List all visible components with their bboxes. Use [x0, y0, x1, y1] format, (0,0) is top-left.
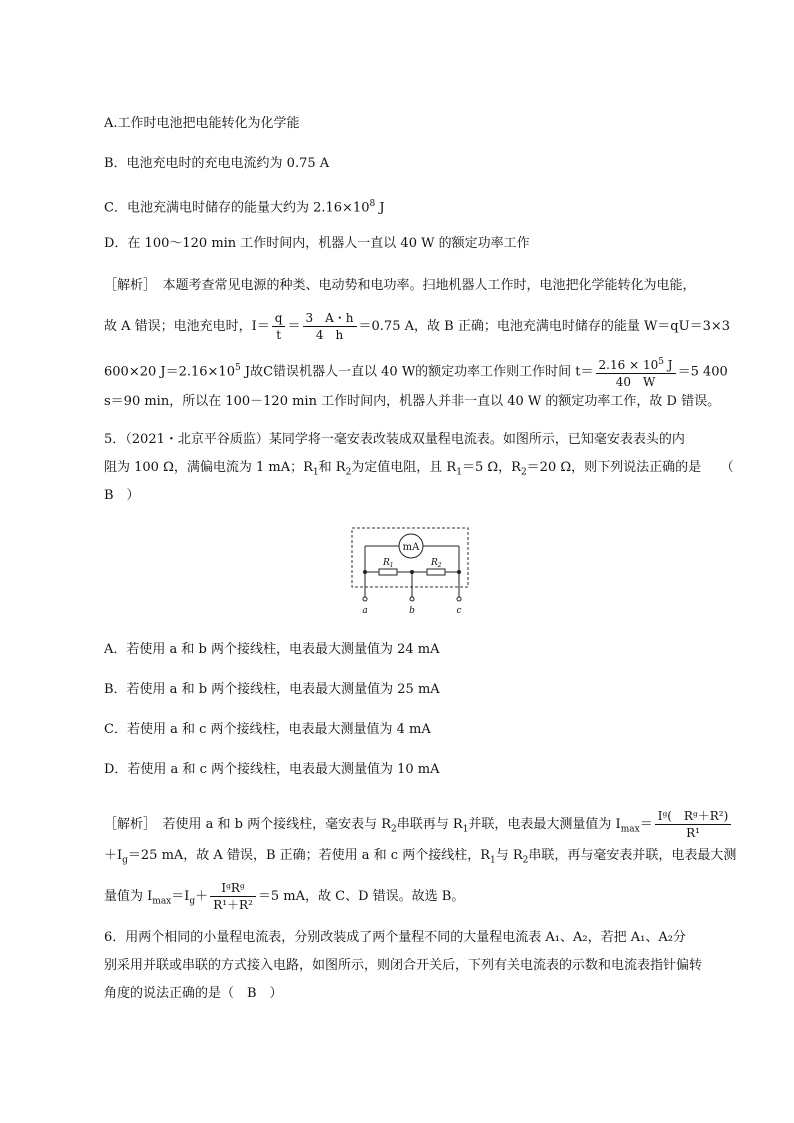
q4-frac3-num: [596, 354, 676, 374]
q5-analysis-2-pre: ＋I: [104, 848, 123, 863]
q5-analysis-1-mid2: 并联，电表最大测量值为 I: [468, 817, 621, 832]
q5-stem-2-post: ＝20 Ω，则下列说法正确的是 （: [526, 460, 734, 475]
q5-analysis-3-plus: ＋: [195, 889, 209, 904]
q5-frac2-den: R¹＋R²: [213, 898, 253, 912]
q4-analysis-3-post: ＝5 400: [677, 364, 728, 380]
q5-analysis-line-1: [104, 808, 733, 841]
q5-analysis-1-max: max: [620, 824, 640, 835]
terminal-a: [363, 597, 367, 601]
q5-analysis-3-pre: 量值为 I: [104, 889, 153, 904]
q5-analysis-1-eq: ＝: [639, 817, 653, 832]
q4-option-c-unit: J: [375, 200, 385, 216]
q5-frac2-num: IᵍRᵍ: [210, 880, 256, 897]
q5-option-d: D．若使用 a 和 c 两个接线柱，电表最大测量值为 10 mA: [104, 762, 440, 777]
q4-fraction-q-over-t: [272, 310, 286, 343]
q4-analysis-2-post: ＝0.75 A，故 B 正确；电池充满电时储存的能量 W＝qU＝3×3: [358, 319, 731, 334]
q5-analysis-line-2: [104, 846, 736, 871]
q5-option-c: C．若使用 a 和 c 两个接线柱，电表最大测量值为 4 mA: [104, 722, 431, 737]
q5-stem-sub-3: 1: [456, 467, 462, 478]
q4-analysis-line-1: ［解析］ 本题考查常见电源的种类、电动势和电功率。扫地机器人工作时，电池把化学能转化为电能，: [104, 278, 696, 293]
q5-fraction-ab: [655, 808, 732, 841]
q4-frac1-den: t: [276, 328, 282, 342]
q5-analysis-3-g: g: [189, 896, 196, 907]
q5-analysis-3-post: ＝5 mA，故 C、D 错误。故选 B。: [257, 889, 465, 904]
q4-frac3-den: 40 W: [615, 375, 656, 389]
q5-analysis-3-max: max: [152, 896, 172, 907]
q4-frac2-num: 3 A・h: [303, 310, 357, 327]
q5-stem-sub-1: 1: [312, 467, 319, 478]
q5-stem-line-3: B ）: [104, 488, 140, 503]
q4-frac2-den: 4 h: [315, 328, 344, 342]
q5-analysis-2-end: 串联，再与毫安表并联，电表最大测: [528, 848, 737, 863]
q5-analysis-2-post: ＝25 mA，故 A 错误，B 正确；若使用 a 和 c 两个接线柱，R: [127, 848, 490, 863]
q5-analysis-2-sub1: 1: [489, 855, 496, 866]
q5-frac1-num: Iᵍ( Rᵍ＋R²): [655, 808, 732, 825]
q5-option-b: B．若使用 a 和 b 两个接线柱，电表最大测量值为 25 mA: [104, 682, 440, 697]
q5-stem-sub-4: 2: [520, 467, 527, 478]
q5-stem-2-mid1: 和 R: [318, 460, 346, 475]
terminal-c: [457, 597, 461, 601]
q4-option-a: A.工作时电池把电能转化为化学能: [104, 116, 300, 131]
q5-analysis-1-pre: ［解析］ 若使用 a 和 b 两个接线柱，毫安表与 R: [104, 817, 392, 832]
q4-analysis-line-3: [104, 354, 728, 390]
terminal-c-label: c: [456, 606, 462, 616]
q5-stem-sub-2: 2: [345, 467, 352, 478]
q5-option-a: A．若使用 a 和 b 两个接线柱，电表最大测量值为 24 mA: [104, 642, 440, 657]
q5-analysis-1-sub2: 1: [462, 824, 469, 835]
q4-option-d: D．在 100～120 min 工作时间内，机器人一直以 40 W 的额定功率工作: [104, 236, 530, 251]
q5-stem-2-mid2: 为定值电阻，且 R: [351, 460, 457, 475]
terminal-b-label: b: [409, 606, 415, 616]
q5-stem-line-1: 5．（2021・北京平谷质监）某同学将一毫安表改装成双量程电流表。如图所示，已知毫安表表头的内: [104, 432, 685, 447]
q5-circuit-diagram: [351, 527, 469, 617]
q5-analysis-2-sub2: 2: [522, 855, 529, 866]
q5-analysis-line-3: [104, 880, 464, 913]
q5-fraction-ac: [210, 880, 256, 913]
q4-option-c: [104, 194, 385, 218]
q5-analysis-2-g: g: [122, 855, 128, 866]
milliammeter-label: mA: [402, 542, 420, 553]
q4-frac3-num-pre: 2.16 × 10: [598, 358, 659, 372]
resistor-r1: [379, 569, 397, 575]
q5-analysis-1-sub1: 2: [391, 824, 397, 835]
q6-line-1: 6．用两个相同的小量程电流表，分别改装成了两个量程不同的大量程电流表 A₁、A₂，若把 A₁、A₂分: [104, 930, 686, 945]
q4-analysis-3-pre: 600×20 J＝2.16×10: [104, 364, 235, 380]
q4-fraction-energy-power: [596, 354, 676, 390]
q5-stem-line-2: [104, 458, 734, 483]
q5-stem-2-pre: 阻为 100 Ω，满偏电流为 1 mA；R: [104, 460, 313, 475]
q4-analysis-2-pre: 故 A 错误；电池充电时，I＝: [104, 319, 270, 334]
q6-line-3: 角度的说法正确的是（ B ）: [104, 986, 283, 1001]
q4-option-c-text: C．电池充满电时储存的能量大约为 2.16×10: [104, 200, 370, 216]
resistor-r2-label: $R_2$: [431, 558, 442, 569]
q4-option-c-exp: 8: [369, 199, 376, 209]
q4-analysis-line-2: [104, 310, 730, 343]
q4-frac3-num-exp: 5: [658, 357, 664, 367]
q5-stem-2-mid3: ＝5 Ω，R: [461, 460, 521, 475]
q4-analysis-3-mid: J故C错误机器人一直以 40 W的额定功率工作则工作时间 t＝: [240, 364, 594, 380]
q5-analysis-3-mid: ＝I: [171, 889, 190, 904]
resistor-r1-label: $R_1$: [383, 558, 394, 569]
q5-analysis-1-mid: 串联再与 R: [396, 817, 463, 832]
q4-fraction-charge-time: [303, 310, 357, 343]
q5-frac1-den: R¹: [686, 826, 700, 840]
q4-frac1-num: q: [272, 310, 286, 327]
terminal-b: [410, 597, 414, 601]
q5-analysis-2-mid: 与 R: [495, 848, 523, 863]
q6-line-2: 别采用并联或串联的方式接入电路，如图所示，则闭合开关后，下列有关电流表的示数和电流表指针偏转: [104, 958, 703, 973]
q4-analysis-line-4: s＝90 min，所以在 100－120 min 工作时间内，机器人并非一直以 40 W 的额定功率工作，故 D 错误。: [104, 394, 721, 409]
terminal-a-label: a: [362, 606, 368, 616]
resistor-r2: [427, 569, 445, 575]
q4-frac3-num-post: J: [663, 358, 673, 372]
q4-analysis-2-eq: ＝: [287, 319, 301, 334]
q4-analysis-3-exp: 5: [234, 363, 241, 374]
q4-option-b: B．电池充电时的充电电流约为 0.75 A: [104, 156, 330, 171]
